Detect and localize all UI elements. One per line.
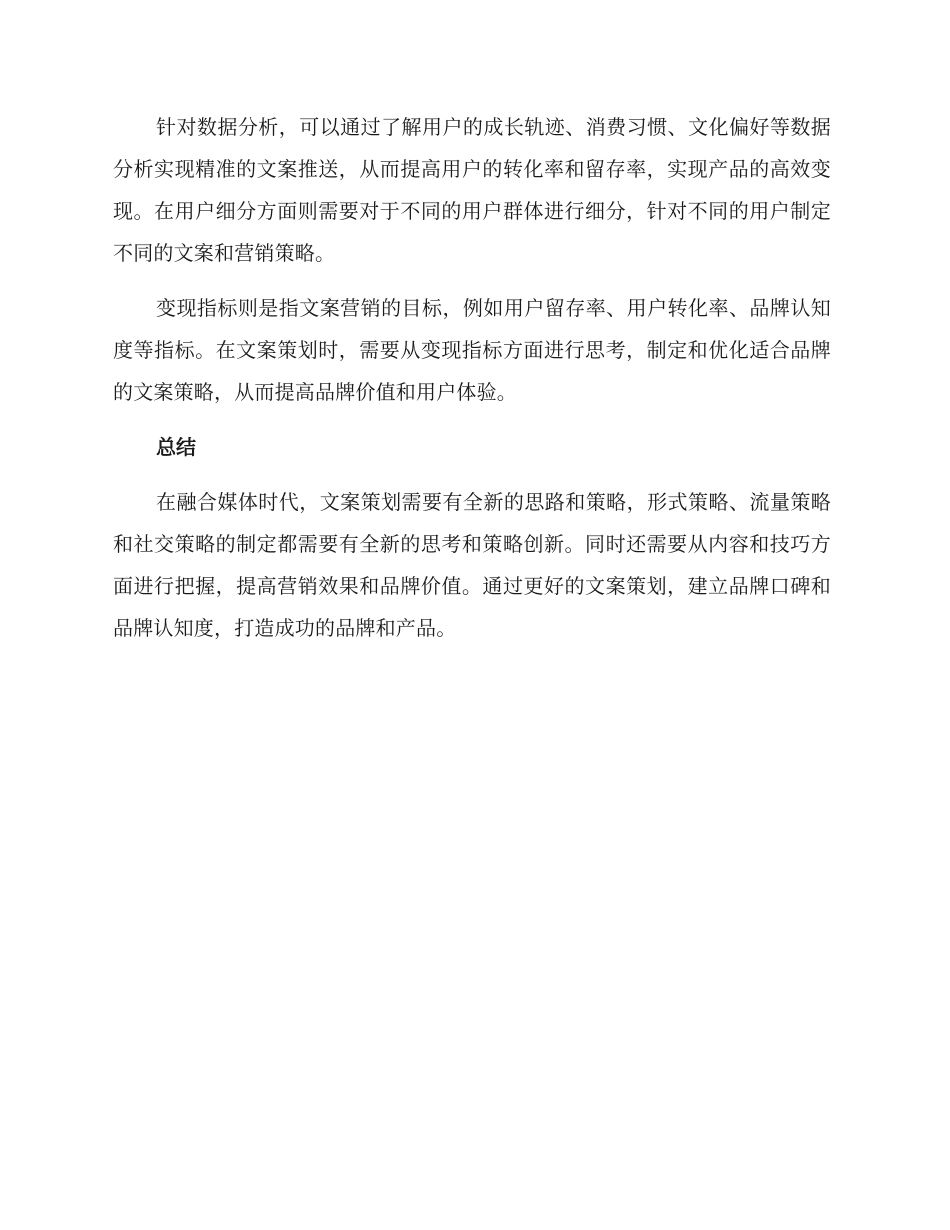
- document-body: [113, 106, 831, 662]
- paragraph-monetization-metrics: 变现指标则是指文案营销的目标，例如用户留存率、用户转化率、品牌认知度等指标。在文案策划时，需要从变现指标方面进行思考，制定和优化适合品牌的文案策略，从而提高品牌价值和用户体验。: [113, 296, 831, 404]
- paragraph-data-analysis: 针对数据分析，可以通过了解用户的成长轨迹、消费习惯、文化偏好等数据分析实现精准的文案推送，从而提高用户的转化率和留存率，实现产品的高效变现。在用户细分方面则需要对于不同的用户群体进行细分，针对不同的用户制定不同的文案和营销策略。: [113, 115, 831, 265]
- summary-heading: 总结: [156, 435, 196, 459]
- paragraph-summary: 在融合媒体时代，文案策划需要有全新的思路和策略，形式策略、流量策略和社交策略的制定都需要有全新的思考和策略创新。同时还需要从内容和技巧方面进行把握，提高营销效果和品牌价值。通过更好的文案策划，建立品牌口碑和品牌认知度，打造成功的品牌和产品。: [113, 490, 831, 640]
